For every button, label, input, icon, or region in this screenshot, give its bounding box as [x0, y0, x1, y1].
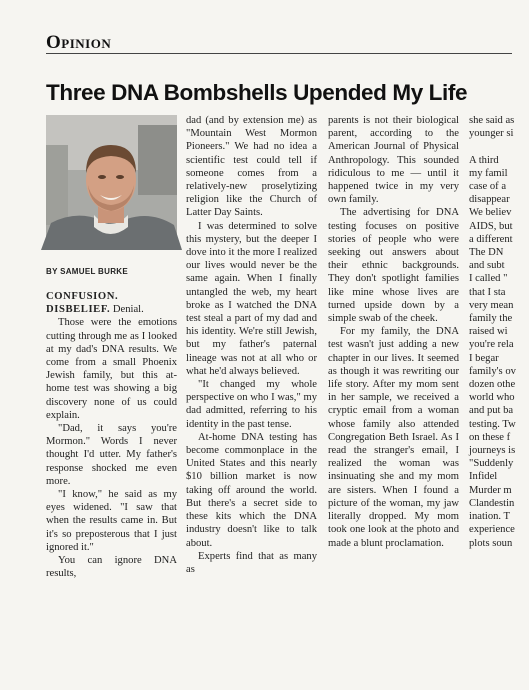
column-4-line: that I sta [469, 286, 506, 298]
column-4-line: dozen othe [469, 379, 516, 391]
headline: Three DNA Bombshells Upended My Life [46, 80, 468, 105]
paragraph: At-home DNA testing has become commonplace in the United States and this nearly $10 billion market is now taking off around the world. But there's a secret side to these kits which the DNA industry doesn't like to talk about. [186, 431, 317, 549]
column-4-line: A third [469, 154, 499, 166]
column-4-line: on these f [469, 431, 511, 443]
lead-rest: Denial. [110, 304, 144, 316]
column-4-line: family's ov [469, 365, 516, 377]
column-4-line: testing. Tw [469, 418, 516, 430]
column-4-line: case of a [469, 181, 507, 193]
column-4-line: and subt [469, 260, 505, 272]
column-1 [46, 290, 177, 690]
author-photo [46, 115, 177, 250]
paragraph: I was determined to solve this mystery, but the deeper I dove into it the more I realized our lives would never be the same again. When I finally untangled the web, my heart broke as I watched the DNA test steal a part of my dad and his identity. We're still Jewish, but my father's paternal lineage was not at all who or what he'd always believed. [186, 220, 317, 377]
column-4-line: I called " [469, 273, 508, 285]
paragraph: For my family, the DNA test wasn't just adding a new chapter in our lives. It seemed as though it was rewriting our life story. After my mom sent in her sample, we received a cryptic email from a woman whose family also attended Congregation Beth Israel. As I read the stranger's email, I realized the woman was insinuating she and my mom are sisters. When I found a picture of the woman, my jaw literally dropped. My mom took one look at the photo and made a blunt proclamation. [328, 326, 459, 549]
paragraph: parents is not their biological parent, according to the American Journal of Physical Anthropology. This sounded ridiculous to me — until it happened twice in my very own family. [328, 115, 459, 206]
column-4 [469, 114, 529, 549]
paragraph: "I know," he said as my eyes widened. "I saw that when the results came in. But it's so preposterous that I just ignored it." [46, 489, 177, 553]
paragraph: Those were the emotions cutting through me as I looked at my dad's DNA results. We come from a small Phoenix Jewish family, but this at-home test was showing a big discovery none of us could explain. [46, 317, 177, 421]
paragraph: "Dad, it says you're Mormon." Words I never thought I'd utter. My father's response shocked me even more. [46, 423, 177, 487]
lead-in: CONFUSION. DISBELIEF. [46, 291, 119, 316]
column-4-line: younger si [469, 128, 514, 140]
section-rule [46, 53, 512, 54]
column-4-line: a different [469, 233, 513, 245]
column-4-line: experience [469, 524, 515, 536]
column-4-line: We believ [469, 207, 512, 219]
column-4-line: Infidel [469, 471, 498, 483]
column-4-line: AIDS, but [469, 220, 513, 232]
column-4-line: journeys is [469, 445, 516, 457]
paragraph: Experts find that as many as [186, 550, 317, 575]
paragraph: dad (and by extension me) as "Mountain West Mormon Pioneers." We had no idea a scientific test could tell if someone comes from a relatively-new proselytizing religion like the Church of Latter Day Saints. [186, 115, 317, 219]
paragraph: You can ignore DNA results, [46, 555, 177, 580]
column-4-line: ination. T [469, 511, 510, 523]
column-4-line: world who [469, 392, 515, 404]
paragraph: The advertising for DNA testing focuses on positive stories of people who were seeking out answers about their ethnic backgrounds. They don't spotlight families like mine whose lives are turned upside down by a simple swab of the cheek. [328, 207, 459, 325]
column-4-line: you're rela [469, 339, 514, 351]
section-label: Opinion [46, 32, 112, 53]
column-4-line: I begar [469, 352, 499, 364]
column-2 [186, 114, 317, 575]
column-4-line: disappear [469, 194, 510, 206]
column-4-line: she said as [469, 115, 515, 126]
column-4-line: and put ba [469, 405, 514, 417]
column-4-line: very mean [469, 299, 514, 311]
column-4-line: raised wi [469, 326, 508, 338]
column-4-line: my famil [469, 167, 508, 179]
paragraph: "It changed my whole perspective on who I was," my dad admitted, referring to his identity in the past tense. [186, 379, 317, 430]
column-4-line: The DN [469, 247, 504, 259]
column-4-line: Murder m [469, 484, 512, 496]
column-4-line: plots soun [469, 537, 513, 549]
byline: BY SAMUEL BURKE [46, 267, 128, 276]
column-4-line [469, 140, 529, 153]
column-4-line: "Suddenly [469, 458, 514, 470]
column-4-line: family the [469, 313, 513, 325]
paragraph [46, 290, 177, 316]
column-3 [328, 114, 459, 549]
column-4-line: Clandestin [469, 497, 515, 509]
